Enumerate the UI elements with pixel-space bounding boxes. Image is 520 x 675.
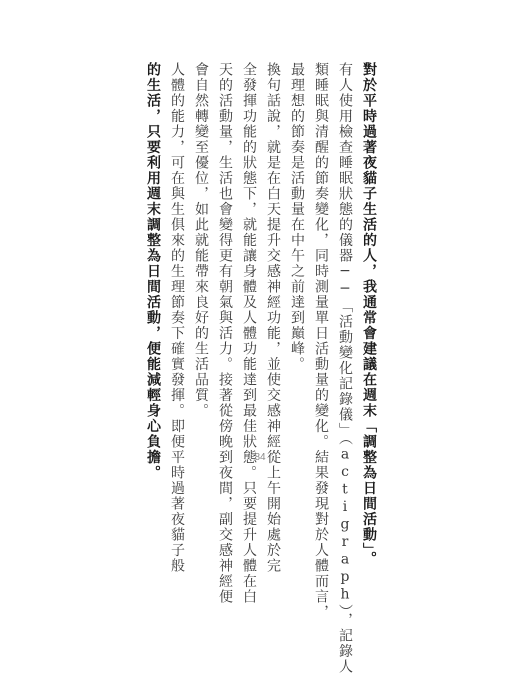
text-column: 全發揮功能的狀態下，就能讓身體及人體功能達到最佳狀態。只要提升人體在白 <box>241 62 257 605</box>
page-number: 84 <box>254 452 266 463</box>
text-column: 人體的能力，可在與生俱來的生理節奏下確實發揮。即便平時過著夜貓子般 <box>169 62 185 574</box>
text-column: 最理想的節奏是活動量在中午之前達到巔峰。 <box>289 62 305 372</box>
text-column: 類睡眠與清醒的節奏變化，同時測量單日活動量的變化。結果發現對於人體而言， <box>313 62 329 620</box>
text-column: 對於平時過著夜貓子生活的人，我通常會建議在週末「調整為日間活動」。 <box>361 62 377 567</box>
text-column: 有人使用檢查睡眠狀態的儀器──「活動變化記錄儀」（actigraph），記錄人 <box>337 62 353 675</box>
text-column: 換句話說，就是在白天提升交感神經功能，並使交感神經從上午開始處於完 <box>265 62 281 574</box>
text-column: 天的活動量，生活也會變得更有朝氣與活力。接著從傍晚到夜間，副交感神經便 <box>217 62 233 605</box>
text-column: 會自然轉變至優位，如此就能帶來良好的生活品質。 <box>193 62 209 419</box>
text-column: 的生活，只要利用週末調整為日間活動，便能減輕身心負擔。 <box>145 62 161 481</box>
